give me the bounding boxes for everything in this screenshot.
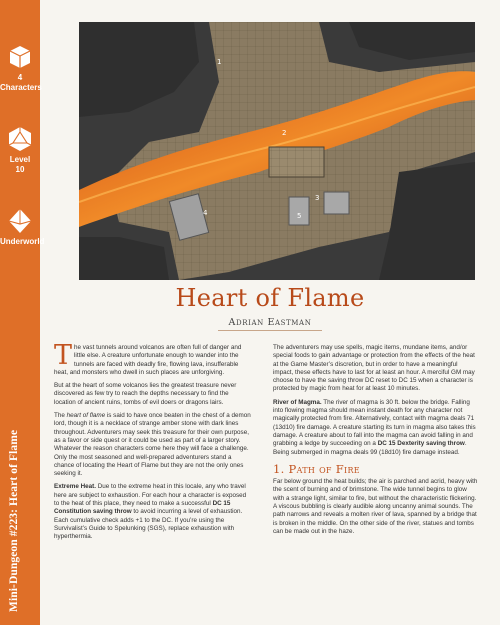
- sidebar-label-level: Level: [9, 155, 31, 164]
- saving-throw: DC 15 Dexterity saving throw: [377, 440, 465, 448]
- paragraph: The adventurers may use spells, magic items, mundane items, and/or special foods to gain advantage or protection from the effects of the heat at the Game Master’s discretion, but in order to have a meaningful impact, these effects have to last for at least an hour. A merciful GM may choose to have the saving throw DC reset to DC 15 when a character is protected by magic from heat for at least 10 minutes.: [273, 344, 475, 393]
- sidebar-vertical-title: Mini-Dungeon #223: Heart of Flame: [8, 429, 20, 612]
- sidebar-label-underworld: Underworld: [0, 237, 45, 246]
- river-of-magma-paragraph: [273, 399, 478, 457]
- sidebar-label-level-value: 10: [15, 165, 25, 174]
- text-span: The river of magma is 30 ft. below the bridge. Falling into flowing magma should mean instant death for any character not magically protected from fire. Alternatively, contact with magma deals 71 (13d10) fire damage. A creature starting its turn in magma also takes this damage. A creature about to fall into the magma can avoid falling in and grabbing a ledge by succeeding on a: [273, 398, 476, 448]
- paragraph: Far below ground the heat builds; the air is parched and acrid, heavy with the scent of burning and of brimstone. The wide tunnel begins to glow with a strange light, similar to fire, but without the characteristic flickering. A viscous bubbling is clearly audible along uncanny animal sounds. The path narrows and reveals a molten river of lava, spanned by a bridge that is broken in the middle. On the other side of the river, statues and tombs can be made out in the haze.: [273, 478, 478, 535]
- dungeon-map-image: [79, 22, 475, 280]
- sidebar: [0, 0, 45, 625]
- sidebar-item-level: [0, 126, 40, 175]
- author-name: Adrian Eastman: [228, 317, 312, 328]
- sidebar-label-characters: Characters: [0, 83, 42, 92]
- section-heading: 1. Path of Fire: [273, 461, 360, 476]
- paragraph: But at the heart of some volcanos lies the greatest treasure never discovered as few try to reach the depths necessary to find the location of ancient ruins, tombs of evil doers or dragons lairs.: [54, 382, 237, 406]
- map-marker-1: 1: [217, 58, 222, 66]
- text-span: The: [54, 412, 67, 420]
- heart-of-flame-paragraph: [54, 412, 251, 478]
- text-span: Due to the extreme heat in this locale, any who travel here are subject to exhaustion. For each hour a character is exposed to the heat of this place, they need to make a successful: [54, 483, 247, 508]
- text-span: . Being submerged in magma deals 99 (18d10) fire damage instead.: [273, 440, 467, 456]
- rule-heading: River of Magma.: [273, 398, 322, 406]
- title-divider: [218, 330, 322, 331]
- rule-heading: Extreme Heat.: [54, 483, 96, 491]
- right-column: [273, 344, 478, 541]
- map-marker-5: 5: [297, 212, 302, 220]
- sidebar-item-underworld: [0, 208, 45, 247]
- map-marker-3: 3: [315, 194, 320, 202]
- map-marker-2: 2: [282, 129, 287, 137]
- sidebar-label-characters-count: 4: [17, 73, 23, 82]
- map-marker-4: 4: [203, 209, 208, 217]
- extreme-heat-paragraph: [54, 483, 251, 541]
- text-span: is said to have once beaten in the chest of a demon lord, though it is a necklace of strange amber stone with dark lines throughout. Adventurers may seek this treasure for their own purpose, as a favor or side quest or it could be used as part of a larger story. Whatever the reason characters come here they will face a challenge. Only the most seasoned and well-prepared adventurers stand a chance of locating the Heart of Flame but they are not the only ones seeking it.: [54, 412, 251, 478]
- text-span: to avoid incurring a level of exhaustion. Each cumulative check adds +1 to the DC. If you’re using the Survivalist’s Guide to Spelunking (SGS), replace exhaustion with hyperthermia.: [54, 508, 243, 541]
- page-title: Heart of Flame: [175, 284, 365, 312]
- intro-paragraph: [54, 340, 251, 377]
- dungeon-map: [79, 22, 475, 280]
- d8-icon: [7, 208, 33, 234]
- d20-icon: [7, 126, 33, 152]
- d6-icon: [7, 44, 33, 70]
- sidebar-item-characters: [0, 44, 40, 93]
- italic-term: heart of flame: [66, 412, 106, 420]
- saving-throw: DC 15 Constitution saving throw: [54, 500, 231, 516]
- left-column: [54, 340, 251, 547]
- drop-cap: T: [54, 340, 73, 371]
- intro-text: he vast tunnels around volcanos are often full of danger and little else. A creature unfortunate enough to wander into the tunnels are faced with deadly fire, flowing lava, insufferable heat, and monsters who dwell in such places are unforgiving.: [54, 344, 242, 376]
